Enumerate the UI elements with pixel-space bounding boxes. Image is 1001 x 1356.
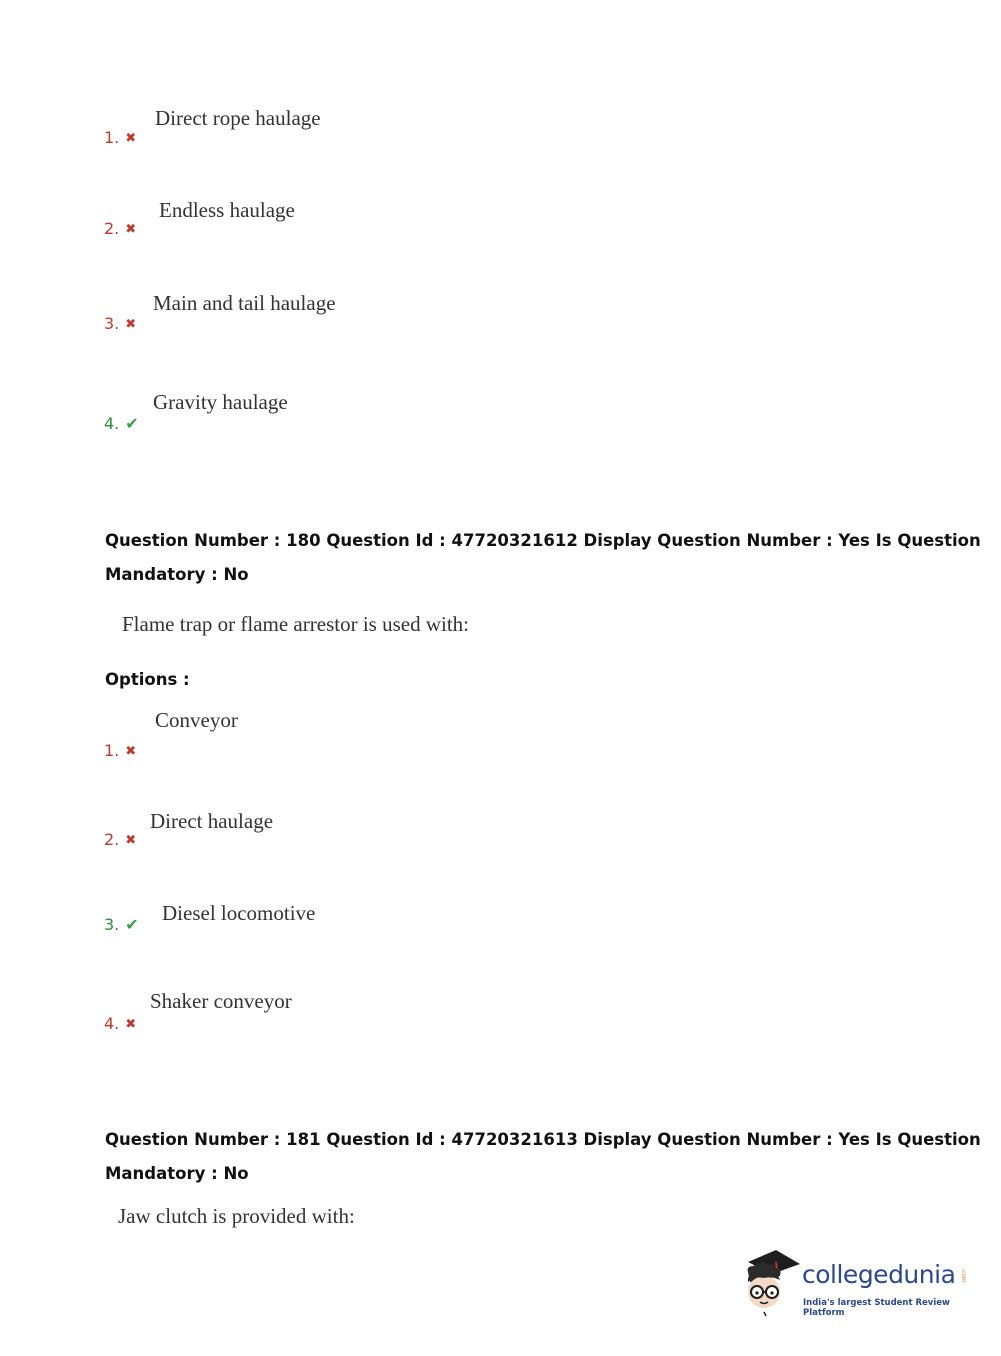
q179-option-1-text: Direct rope haulage xyxy=(155,106,321,130)
correct-check-icon: ✔ xyxy=(125,414,139,433)
mascot-icon xyxy=(742,1248,802,1318)
collegedunia-logo xyxy=(742,1248,972,1318)
wrong-cross-icon: ✖ xyxy=(125,131,137,146)
option-number: 2. xyxy=(104,830,120,849)
q180-option-4-number xyxy=(104,1014,136,1033)
q179-option-3-number xyxy=(104,314,136,333)
logo-wordmark: collegedunia xyxy=(802,1260,956,1289)
option-number: 1. xyxy=(104,741,120,760)
option-number: 4. xyxy=(104,1014,120,1033)
wrong-cross-icon: ✖ xyxy=(125,1017,137,1032)
q179-option-1-number xyxy=(104,128,136,147)
q180-question-text: Flame trap or flame arrestor is used with: xyxy=(122,612,469,636)
logo-com-suffix: .com xyxy=(960,1268,967,1283)
q180-header-line1: Question Number : 180 Question Id : 47720321612 Display Question Number : Yes Is Question xyxy=(105,531,981,550)
q181-header-line1: Question Number : 181 Question Id : 47720321613 Display Question Number : Yes Is Question xyxy=(105,1130,981,1149)
wrong-cross-icon: ✖ xyxy=(125,317,137,332)
q179-option-4-text: Gravity haulage xyxy=(153,390,288,414)
wrong-cross-icon: ✖ xyxy=(125,833,137,848)
q180-option-4-text: Shaker conveyor xyxy=(150,989,292,1013)
q180-option-1-number xyxy=(104,741,136,760)
q181-question-text: Jaw clutch is provided with: xyxy=(118,1204,355,1228)
q179-option-3-text: Main and tail haulage xyxy=(153,291,336,315)
q179-option-2-text: Endless haulage xyxy=(159,198,295,222)
q180-option-3-number xyxy=(104,915,139,934)
option-number: 4. xyxy=(104,414,120,433)
q180-option-3-text: Diesel locomotive xyxy=(162,901,316,925)
option-number: 2. xyxy=(104,219,120,238)
wrong-cross-icon: ✖ xyxy=(125,222,137,237)
q179-option-2-number xyxy=(104,219,136,238)
q180-header-line2: Mandatory : No xyxy=(105,565,249,584)
correct-check-icon: ✔ xyxy=(125,915,139,934)
logo-tagline: India's largest Student Review Platform xyxy=(803,1298,950,1318)
option-number: 1. xyxy=(104,128,120,147)
q180-option-2-number xyxy=(104,830,136,849)
q180-option-1-text: Conveyor xyxy=(155,708,238,732)
wrong-cross-icon: ✖ xyxy=(125,744,137,759)
option-number: 3. xyxy=(104,314,120,333)
q180-options-label: Options : xyxy=(105,670,190,689)
option-number: 3. xyxy=(104,915,120,934)
q180-option-2-text: Direct haulage xyxy=(150,809,274,833)
q181-header-line2: Mandatory : No xyxy=(105,1164,249,1183)
q179-option-4-number xyxy=(104,414,139,433)
